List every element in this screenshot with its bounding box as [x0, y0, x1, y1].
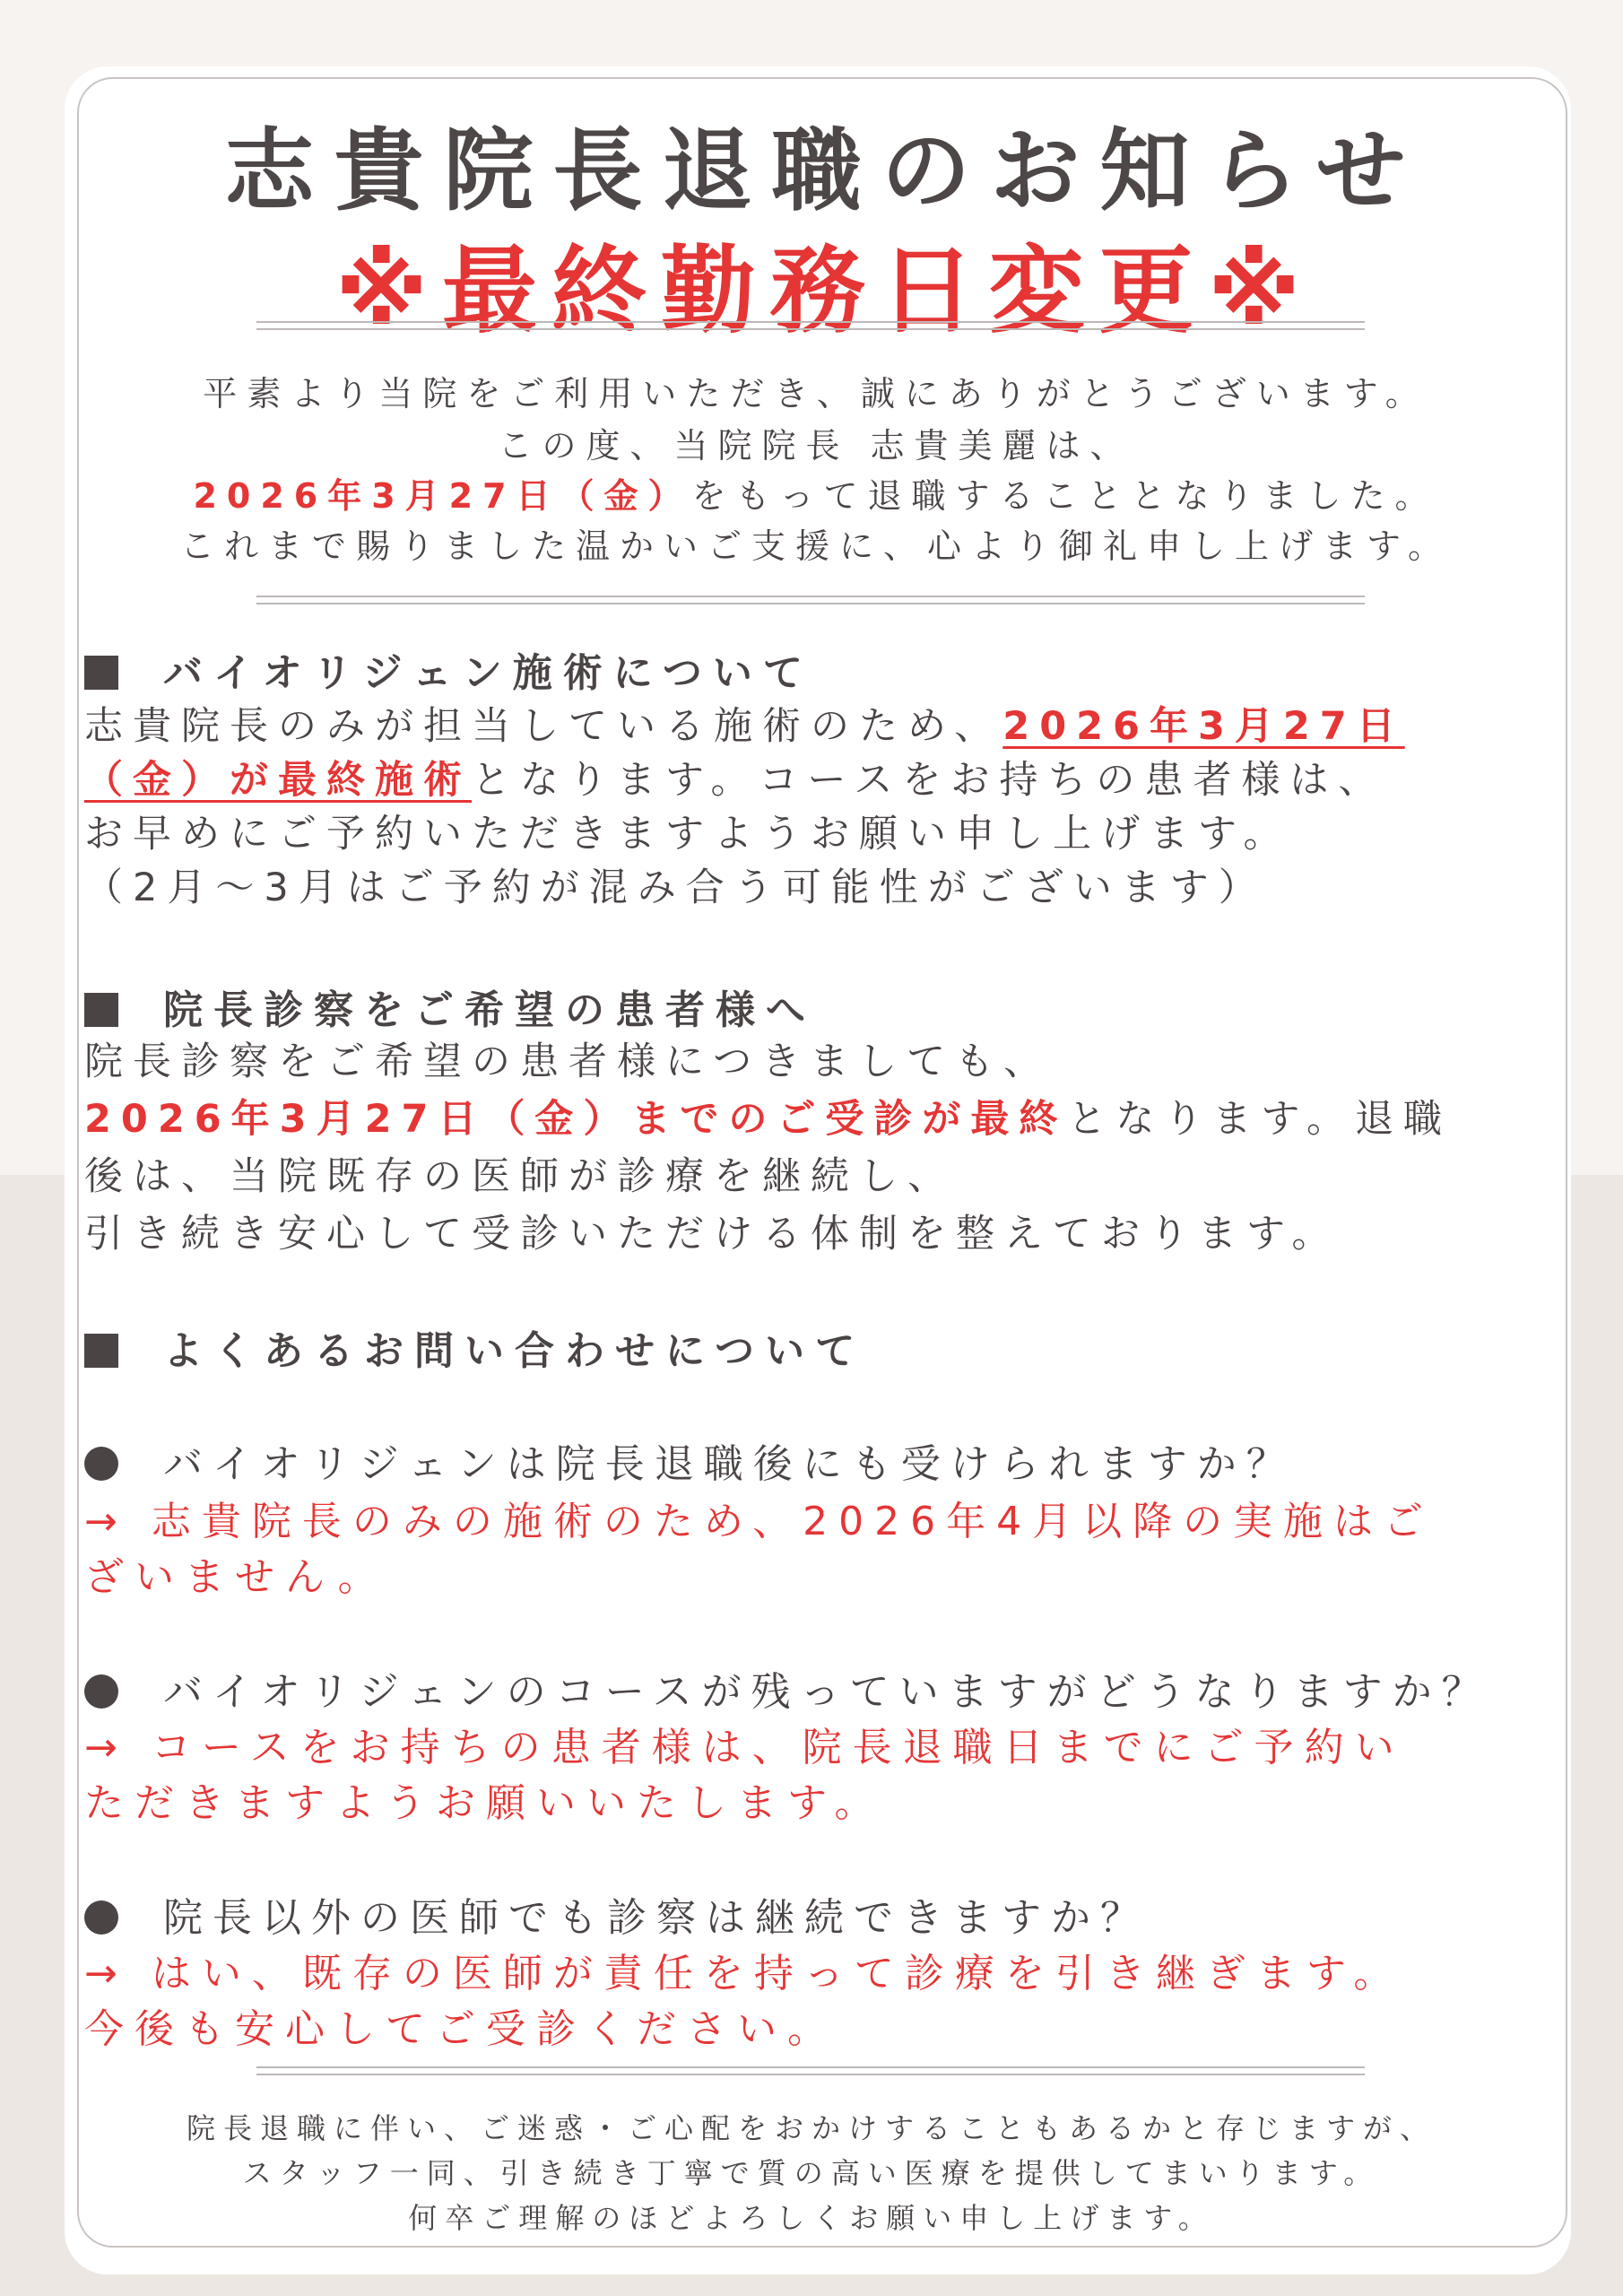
divider-top-2 [256, 328, 1365, 330]
page-subtitle: ※最終勤務日変更※ [334, 236, 1315, 346]
circle-bullet-icon [84, 1900, 118, 1935]
square-bullet-icon [84, 656, 118, 690]
section-consult-line-1: 院長診察をご希望の患者様につきましても、 [84, 1039, 1053, 1084]
circle-bullet-icon [84, 1674, 118, 1709]
divider-bottom-2 [256, 2074, 1365, 2075]
consult-l2-text: となります。退職 [1067, 1097, 1452, 1142]
faq-answer-3-line-1: → はい、既存の医師が責任を持って診療を引き継ぎます。 [84, 1951, 1404, 1996]
circle-bullet-icon [84, 1447, 118, 1481]
section-bioregen-line-2 [84, 750, 1386, 804]
divider-intro [256, 596, 1365, 597]
bioregen-l2-final: （金）が最終施術 [84, 758, 472, 803]
bioregen-l1-date: 2026年3月27日 [1002, 704, 1405, 749]
faq-answer-2-line-2: ただきますようお願いいたします。 [84, 1780, 885, 1826]
faq-answer-1-line-1: → 志貴院長のみの施術のため、2026年4月以降の実施はご [84, 1499, 1435, 1544]
faq-question-3 [84, 1885, 1150, 1943]
faq-question-2 [84, 1659, 1491, 1717]
section-consult-heading [84, 978, 816, 1035]
closing-line-3: 何卒ご理解のほどよろしくお願い申し上げます。 [408, 2201, 1215, 2235]
faq-answer-2-line-1: → コースをお持ちの患者様は、院長退職日までにご予約い [84, 1725, 1405, 1770]
divider-top [256, 321, 1365, 323]
square-bullet-icon [84, 993, 118, 1027]
intro-line-1: 平素より当院をご利用いただき、誠にありがとうございます。 [203, 374, 1429, 413]
intro-line-2: この度、当院院長 志貴美麗は、 [498, 426, 1134, 465]
closing-line-2: スタッフ一同、引き続き丁寧で質の高い医療を提供してまいります。 [242, 2156, 1381, 2190]
section-consult-title: 院長診察をご希望の患者様へ [163, 987, 816, 1033]
section-consult-line-4: 引き続き安心して受診いただける体制を整えております。 [84, 1212, 1341, 1257]
faq-question-3-text: 院長以外の医師でも診察は継続できますか？ [163, 1895, 1150, 1941]
faq-answer-3-line-2: 今後も安心してご受診ください。 [84, 2006, 838, 2052]
faq-answer-1-line-2: ざいません。 [84, 1554, 388, 1600]
section-bioregen-line-3: お早めにご予約いただきますようお願い申し上げます。 [84, 812, 1292, 857]
section-bioregen-line-4: （2月〜3月はご予約が混み合う可能性がございます） [84, 865, 1267, 910]
intro-date: 2026年3月27日（金） [193, 476, 692, 516]
section-faq-heading [84, 1318, 865, 1376]
section-consult-line-3: 後は、当院既存の医師が診療を継続し、 [84, 1154, 956, 1199]
bioregen-l1-text: 志貴院長のみが担当している施術のため、 [84, 704, 1003, 749]
divider-bottom [256, 2066, 1365, 2068]
divider-intro-2 [256, 603, 1365, 604]
intro-line-4: これまで賜りました温かいご支援に、心より御礼申し上げます。 [180, 526, 1452, 566]
section-bioregen-line-1 [84, 696, 1405, 751]
closing-line-1: 院長退職に伴い、ご迷惑・ご心配をおかけすることもあるかと存じますが、 [186, 2111, 1436, 2145]
bioregen-l2-text: となります。コースをお持ちの患者様は、 [472, 758, 1387, 803]
section-bioregen-heading [84, 640, 813, 698]
section-consult-line-2 [84, 1089, 1452, 1144]
square-bullet-icon [84, 1334, 118, 1368]
faq-question-2-text: バイオリジェンのコースが残っていますがどうなりますか？ [163, 1669, 1491, 1715]
intro-line-3 [108, 468, 1524, 517]
faq-question-1-text: バイオリジェンは院長退職後にも受けられますか？ [163, 1441, 1296, 1487]
section-faq-title: よくあるお問い合わせについて [163, 1328, 866, 1374]
intro-line-3-text: をもって退職することとなりました。 [691, 476, 1439, 516]
page-title: 志貴院長退職のお知らせ [224, 118, 1426, 223]
consult-l2-date: 2026年3月27日（金）までのご受診が最終 [84, 1097, 1068, 1142]
section-bioregen-title: バイオリジェン施術について [163, 650, 813, 696]
faq-question-1 [84, 1431, 1296, 1489]
